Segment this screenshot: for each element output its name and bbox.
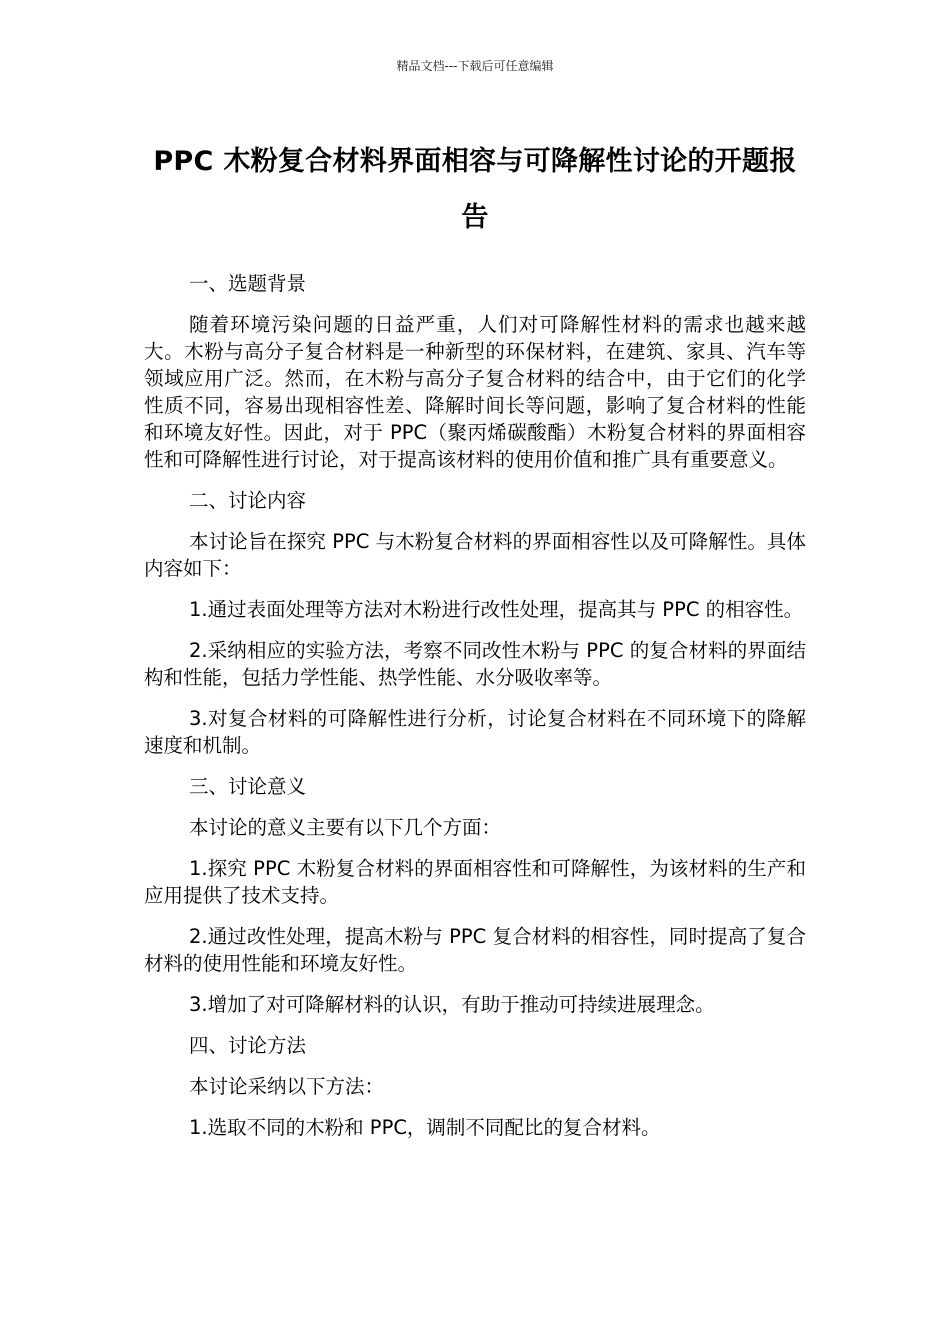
paragraph-content-item-2: 2.采纳相应的实验方法，考察不同改性木粉与 PPC 的复合材料的界面结构和性能，包括力学性能、热学性能、水分吸收率等。 — [144, 639, 806, 689]
section-heading-method: 四、讨论方法 — [189, 1034, 307, 1057]
document-body — [144, 270, 806, 1155]
paragraph-method-intro: 本讨论采纳以下方法： — [189, 1075, 385, 1098]
paragraph-content-intro: 本讨论旨在探究 PPC 与木粉复合材料的界面相容性以及可降解性。具体内容如下： — [144, 530, 806, 580]
header-note: 精品文档---下载后可任意编辑 — [396, 59, 554, 73]
document-title: PPC 木粉复合材料界面相容与可降解性讨论的开题报告 — [153, 146, 797, 233]
paragraph-content-item-1: 1.通过表面处理等方法对木粉进行改性处理，提高其与 PPC 的相容性。 — [189, 598, 804, 621]
paragraph-significance-item-1: 1.探究 PPC 木粉复合材料的界面相容性和可降解性，为该材料的生产和应用提供了技术支持。 — [144, 857, 806, 907]
section-heading-content: 二、讨论内容 — [189, 489, 307, 512]
paragraph-significance-item-3: 3.增加了对可降解材料的认识，有助于推动可持续进展理念。 — [189, 993, 715, 1016]
paragraph-background: 随着环境污染问题的日益严重，人们对可降解性材料的需求也越来越大。木粉与高分子复合材料是一种新型的环保材料，在建筑、家具、汽车等领域应用广泛。然而，在木粉与高分子复合材料的结合中，由于它们的化学性质不同，容易出现相容性差、降解时间长等问题，影响了复合材料的性能和环境友好性。因此，对于 PPC（聚丙烯碳酸酯）木粉复合材料的界面相容性和可降解性进行讨论，对于提高该材料的使用价值和推广具有重要意义。 — [144, 313, 806, 471]
section-heading-significance: 三、讨论意义 — [189, 775, 307, 798]
paragraph-significance-item-2: 2.通过改性处理，提高木粉与 PPC 复合材料的相容性，同时提高了复合材料的使用性能和环境友好性。 — [144, 925, 806, 975]
paragraph-method-item-1: 1.选取不同的木粉和 PPC，调制不同配比的复合材料。 — [189, 1116, 661, 1139]
paragraph-significance-intro: 本讨论的意义主要有以下几个方面： — [189, 816, 502, 839]
section-heading-background: 一、选题背景 — [189, 272, 307, 295]
paragraph-content-item-3: 3.对复合材料的可降解性进行分析，讨论复合材料在不同环境下的降解速度和机制。 — [144, 707, 806, 757]
